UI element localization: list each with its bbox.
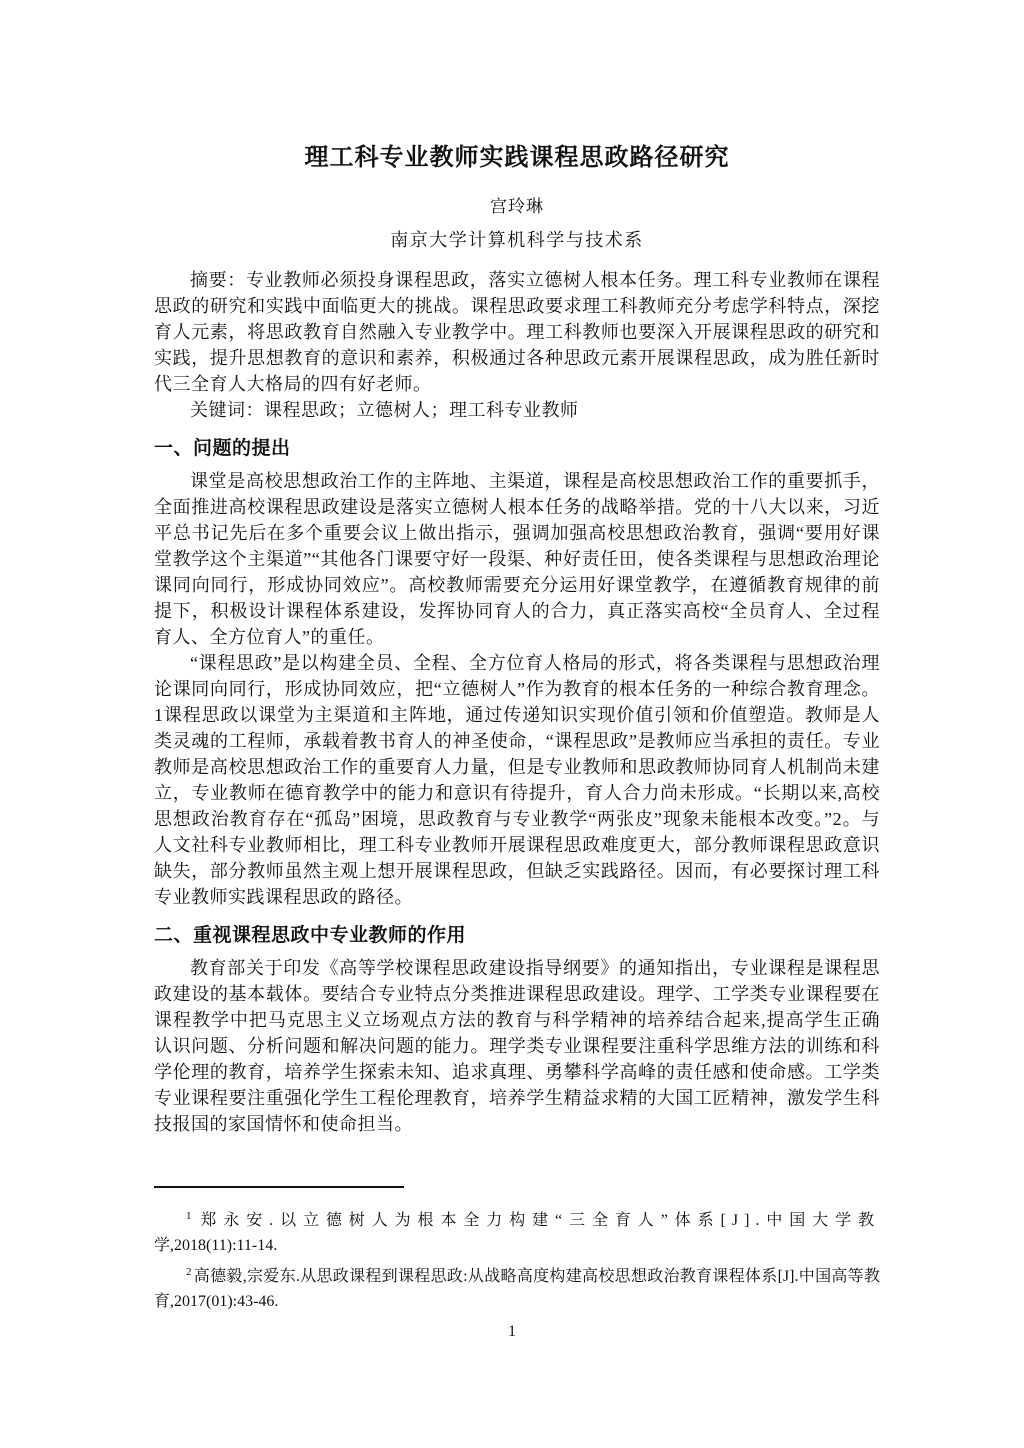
footnote-2-text: 高德毅,宗爱东.从思政课程到课程思政:从战略高度构建高校思想政治教育课程体系[J].中国高等教育,2017(01):43-46. [154, 1268, 880, 1310]
page-number: 1 [508, 1323, 516, 1340]
footnotes-block [154, 1186, 880, 1314]
keywords-line: 关键词：课程思政；立德树人；理工科专业教师 [190, 400, 579, 420]
footnote-2-marker: 2 [186, 1265, 192, 1278]
paper-title: 理工科专业教师实践课程思政路径研究 [304, 145, 730, 171]
section-1-paragraph-1: 课堂是高校思想政治工作的主阵地、主渠道，课程是高校思想政治工作的重要抓手，全面推进高校课程思政建设是落实立德树人根本任务的战略举措。党的十八大以来，习近平总书记先后在多个重要会议上做出指示，强调加强高校思想政治教育，强调“要用好课堂教学这个主渠道”“其他各门课要守好一段渠、种好责任田，使各类课程与思想政治理论课同向同行，形成协同效应”。高校教师需要充分运用好课堂教学，在遵循教育规律的前提下，积极设计课程体系建设，发挥协同育人的合力，真正落实高校“全员育人、全过程育人、全方位育人”的重任。 [154, 471, 880, 647]
section-heading-2: 二、重视课程思政中专业教师的作用 [154, 925, 467, 946]
footnote-separator-rule [154, 1186, 404, 1188]
footnote-1 [154, 1208, 880, 1258]
section-heading-1: 一、问题的提出 [154, 438, 291, 459]
author-name: 宫玲琳 [490, 197, 544, 216]
footnote-1-marker: 1 [186, 1209, 198, 1222]
author-affiliation: 南京大学计算机科学与技术系 [390, 230, 644, 250]
footnote-1-text: 郑永安.以立德树人为根本全力构建“三全育人”体系[J].中国大学教学,2018(11):11-14. [154, 1212, 880, 1254]
section-1-paragraph-2: “课程思政”是以构建全员、全程、全方位育人格局的形式，将各类课程与思想政治理论课同向同行，形成协同效应，把“立德树人”作为教育的根本任务的一种综合教育理念。1课程思政以课堂为主渠道和主阵地，通过传递知识实现价值引领和价值塑造。教师是人类灵魂的工程师，承载着教书育人的神圣使命，“课程思政”是教师应当承担的责任。专业教师是高校思想政治工作的重要育人力量，但是专业教师和思政教师协同育人机制尚未建立，专业教师在德育教学中的能力和意识有待提升，育人合力尚未形成。“长期以来,高校思想政治教育存在“孤岛”困境，思政教育与专业教学“两张皮”现象未能根本改变。”2。与人文社科专业教师相比，理工科专业教师开展课程思政难度更大，部分教师课程思政意识缺失，部分教师虽然主观上想开展课程思政，但缺乏实践路径。因而，有必要探讨理工科专业教师实践课程思政的路径。 [154, 653, 880, 907]
abstract-paragraph: 摘要：专业教师必须投身课程思政，落实立德树人根本任务。理工科专业教师在课程思政的研究和实践中面临更大的挑战。课程思政要求理工科教师充分考虑学科特点，深挖育人元素，将思政教育自然融入专业教学中。理工科教师也要深入开展课程思政的研究和实践，提升思想教育的意识和素养，积极通过各种思政元素开展课程思政，成为胜任新时代三全育人大格局的四有好老师。 [154, 270, 880, 394]
content-column [154, 0, 880, 1137]
footnote-2 [154, 1264, 880, 1314]
section-2-paragraph-1: 教育部关于印发《高等学校课程思政建设指导纲要》的通知指出，专业课程是课程思政建设的基本载体。要结合专业特点分类推进课程思政建设。理学、工学类专业课程要在课程教学中把马克思主义立场观点方法的教育与科学精神的培养结合起来,提高学生正确认识问题、分析问题和解决问题的能力。理学类专业课程要注重科学思维方法的训练和科学伦理的教育，培养学生探索未知、追求真理、勇攀科学高峰的责任感和使命感。工学类专业课程要注重强化学生工程伦理教育，培养学生精益求精的大国工匠精神，激发学生科技报国的家国情怀和使命担当。 [154, 958, 880, 1134]
